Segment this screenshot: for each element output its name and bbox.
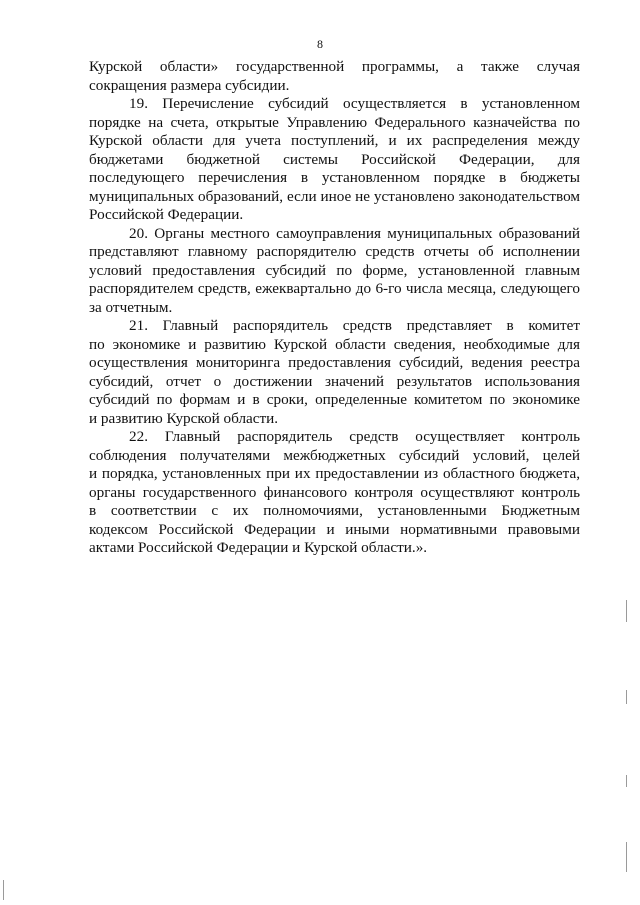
paragraph-22-line-3: и порядка, установленных при их предоставлении из областного бюджета, bbox=[89, 465, 580, 482]
page-number: 8 bbox=[317, 37, 323, 51]
paragraph-21-line-5: субсидий по формам и в сроки, определенные комитетом по экономике bbox=[89, 391, 580, 408]
paragraph-20-line-2: представляют главному распорядителю средств отчеты об исполнении bbox=[89, 243, 580, 260]
paragraph-21-line-6: и развитию Курской области. bbox=[89, 409, 279, 427]
paragraph-20-line-3: условий предоставления субсидий по форме, установленной главным bbox=[89, 261, 580, 279]
paragraph-19-line-5: последующего перечисления в установленном порядке в бюджеты bbox=[89, 169, 580, 186]
paragraph-19-line-6: муниципальных образований, если иное не установлено законодательством bbox=[89, 187, 580, 205]
paragraph-20-line-4: распорядителем средств, ежеквартально до 6-го числа месяца, следующего bbox=[89, 280, 580, 297]
paragraph-19-line-3: Курской области для учета поступлений, и их распределения между bbox=[89, 132, 580, 149]
scan-edge-mark bbox=[3, 880, 4, 900]
paragraph-20-line-5: за отчетным. bbox=[89, 298, 173, 316]
paragraph-22-line-6: кодексом Российской Федерации и иными нормативными правовыми bbox=[89, 520, 580, 538]
paragraph-19-line-1: 19. Перечисление субсидий осуществляется в установленном bbox=[129, 95, 580, 112]
paragraph-20-line-1: 20. Органы местного самоуправления муниципальных образований bbox=[129, 224, 580, 242]
paragraph-19-line-7: Российской Федерации. bbox=[89, 206, 244, 223]
scan-edge-mark bbox=[626, 600, 627, 622]
paragraph-22-line-4: органы государственного финансового контроля осуществляют контроль bbox=[89, 483, 580, 501]
document-body bbox=[89, 58, 580, 558]
paragraph-21-line-3: осуществления мониторинга предоставления субсидий, ведения реестра bbox=[89, 354, 580, 371]
paragraph-19-line-4: бюджетами бюджетной системы Российской Федерации, для bbox=[89, 150, 580, 168]
scan-edge-mark bbox=[626, 690, 627, 704]
scan-edge-mark bbox=[626, 775, 627, 787]
scan-edge-mark bbox=[626, 842, 627, 872]
paragraph-19-line-2: порядке на счета, открытые Управлению Федерального казначейства по bbox=[89, 113, 580, 131]
paragraph-21-line-4: субсидий, отчет о достижении значений результатов использования bbox=[89, 372, 580, 390]
paragraph-1-line-1: Курской области» государственной программы, а также случая bbox=[89, 58, 580, 75]
paragraph-22-line-1: 22. Главный распорядитель средств осуществляет контроль bbox=[129, 428, 580, 445]
paragraph-21-line-1: 21. Главный распорядитель средств представляет в комитет bbox=[129, 317, 580, 334]
paragraph-1-line-2: сокращения размера субсидии. bbox=[89, 76, 290, 94]
paragraph-22-line-2: соблюдения получателями межбюджетных субсидий условий, целей bbox=[89, 446, 580, 464]
paragraph-21-line-2: по экономике и развитию Курской области сведения, необходимые для bbox=[89, 335, 580, 353]
paragraph-22-line-7: актами Российской Федерации и Курской области.». bbox=[89, 539, 428, 556]
paragraph-22-line-5: в соответствии с их полномочиями, установленными Бюджетным bbox=[89, 502, 580, 519]
